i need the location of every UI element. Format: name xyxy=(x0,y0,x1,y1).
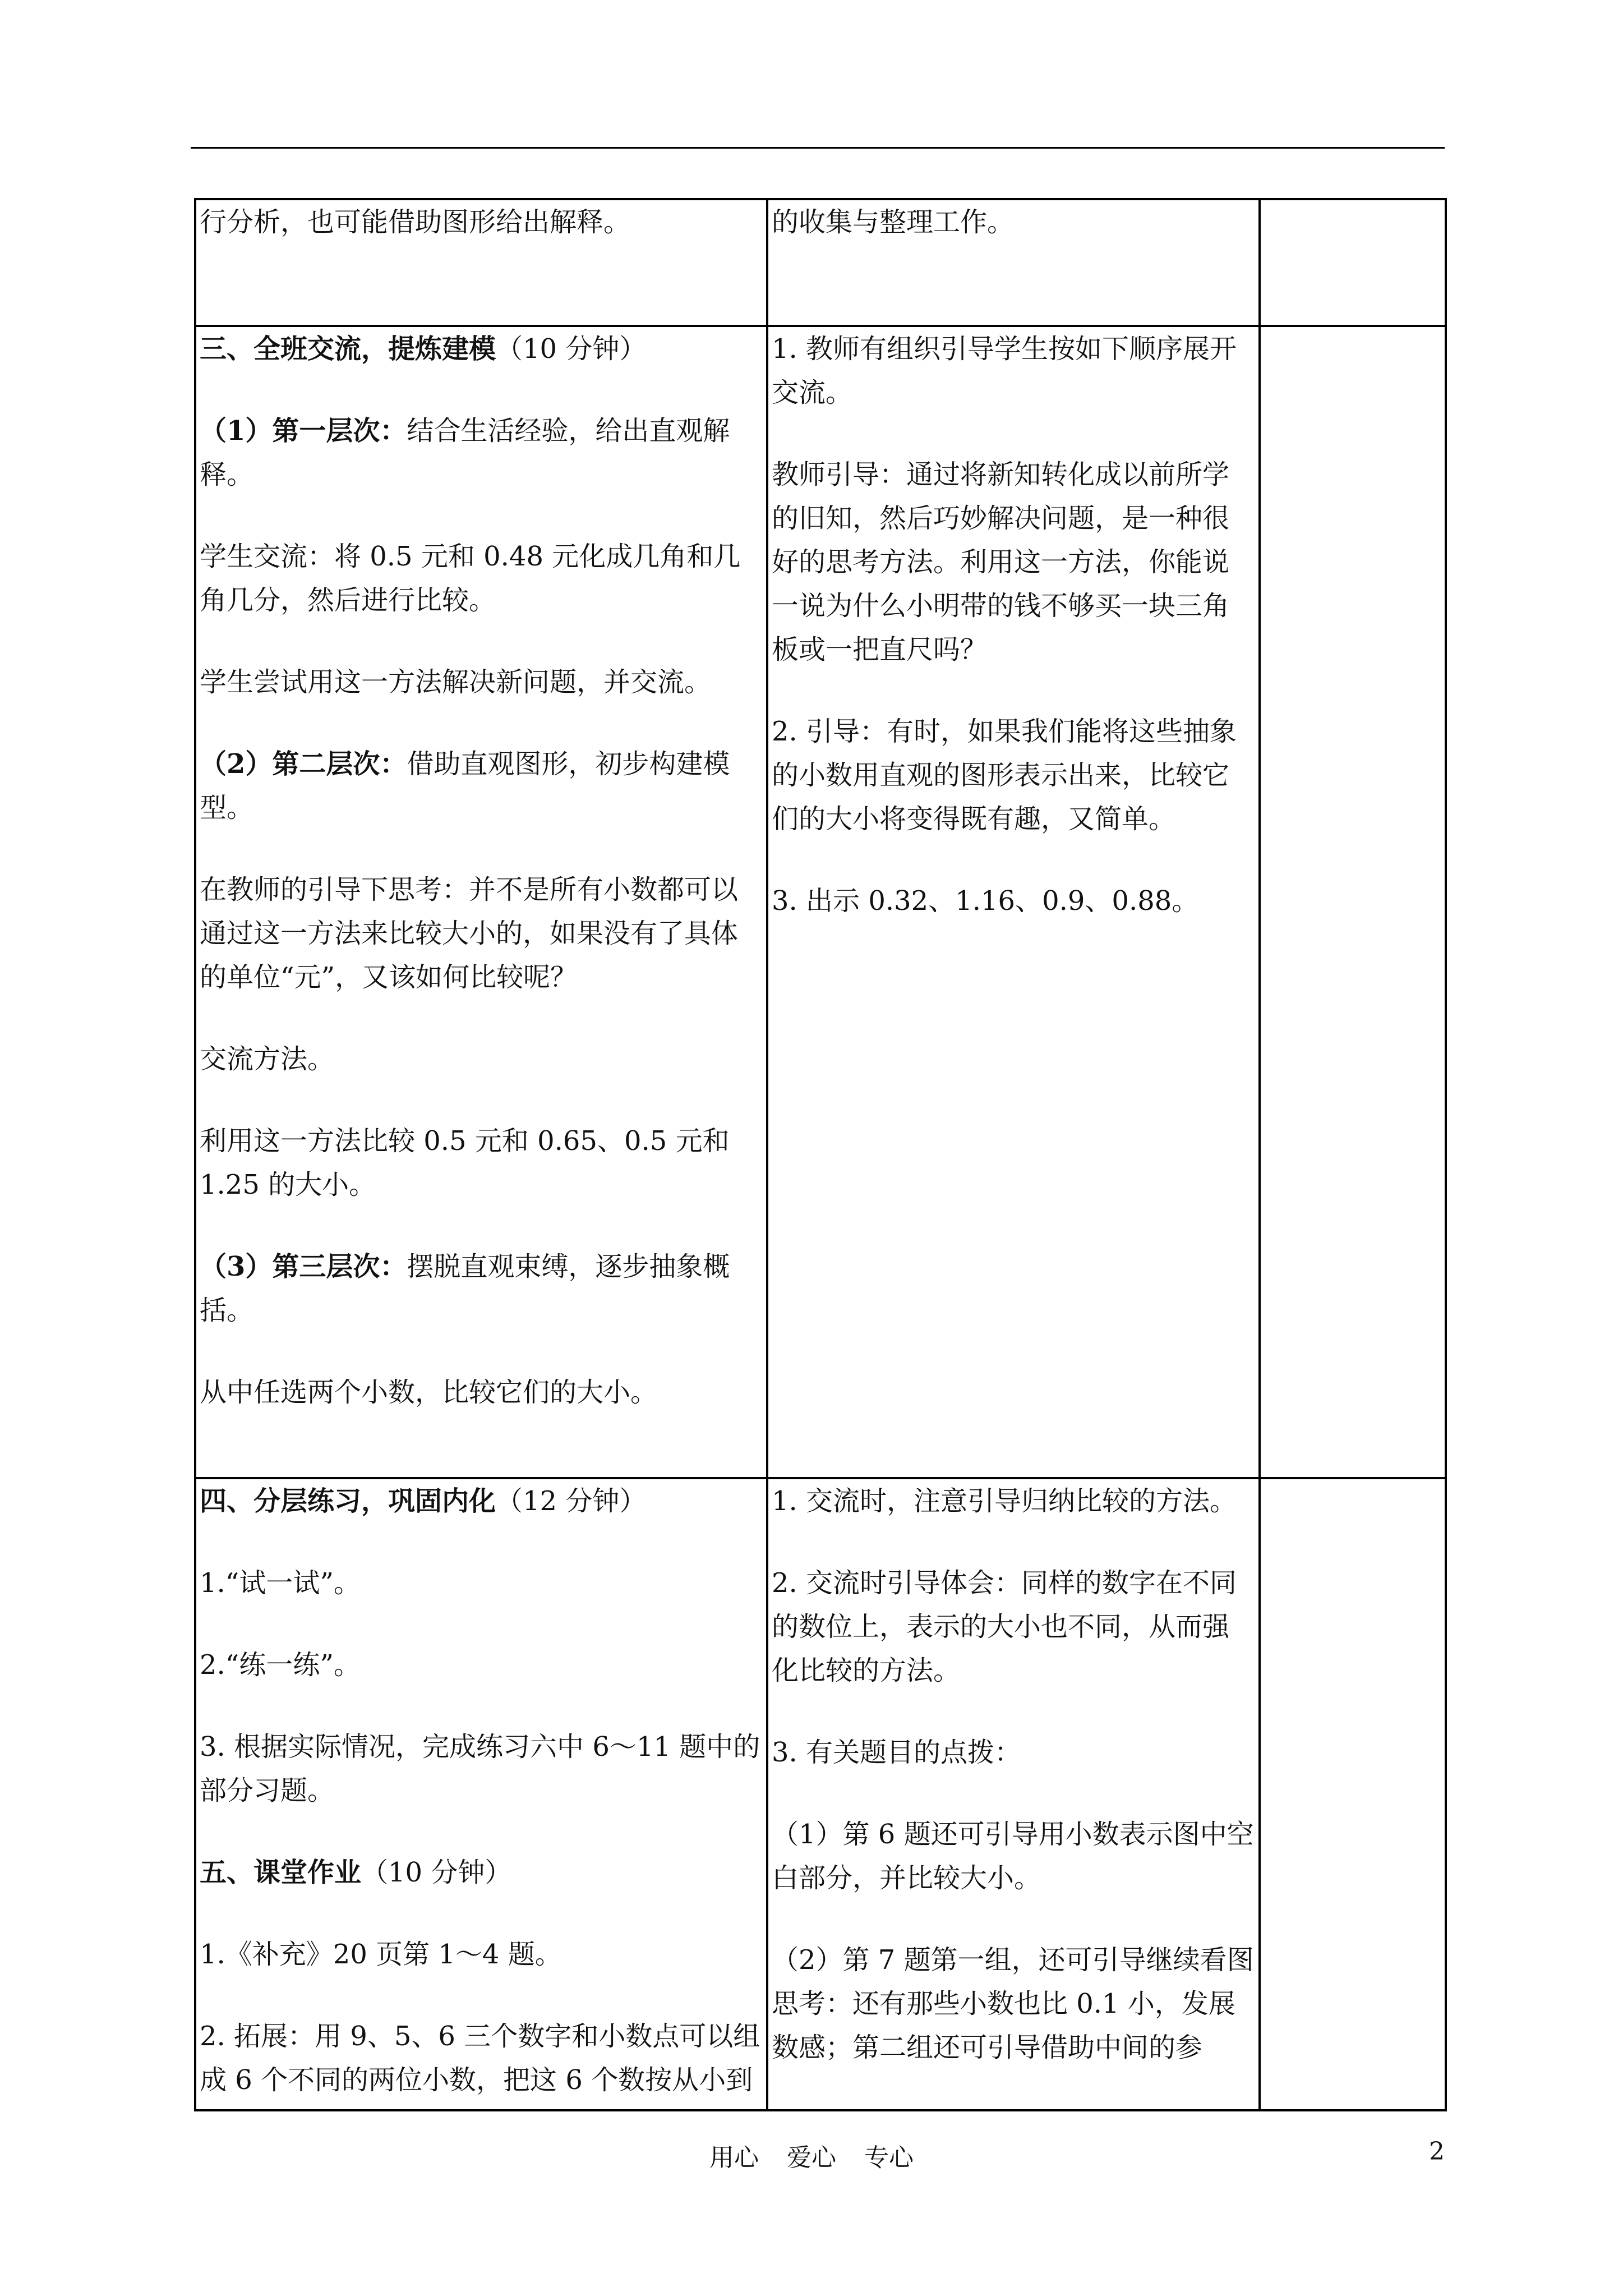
level-one xyxy=(200,409,763,496)
heading-duration: （10 分钟） xyxy=(361,1857,512,1888)
paragraph: （2）第 7 题第一组，还可引导继续看图思考：还有那些小数也比 0.1 小，发展数感；第二组还可引导借助中间的参 xyxy=(772,1944,1254,2063)
paragraph: 在教师的引导下思考：并不是所有小数都可以通过这一方法来比较大小的，如果没有了具体的单位“元”，又该如何比较呢？ xyxy=(200,874,739,993)
paragraph: （1）第 6 题还可引导用小数表示图中空白部分，并比较大小。 xyxy=(772,1819,1254,1894)
section-heading xyxy=(200,1851,763,1894)
level-text: 摆脱直观束缚，逐步抽象概括。 xyxy=(200,1251,730,1326)
level-label: （3）第三层次： xyxy=(200,1251,407,1282)
table-row xyxy=(195,326,1446,1478)
paragraph: 的收集与整理工作。 xyxy=(772,206,1015,238)
heading-bold: 五、课堂作业 xyxy=(200,1857,362,1888)
paragraph: 2.“练一练”。 xyxy=(200,1649,361,1681)
student-activity-cell xyxy=(195,1478,767,2110)
paragraph: 行分析，也可能借助图形给出解释。 xyxy=(200,206,631,238)
footer-word: 专心 xyxy=(864,2143,914,2172)
footer-word: 用心 xyxy=(709,2143,759,2172)
paragraph: 2. 拓展：用 9、5、6 三个数字和小数点可以组成 6 个不同的两位小数，把这 6 个数按从小到 xyxy=(200,2021,760,2096)
level-label: （1）第一层次： xyxy=(200,415,407,447)
paragraph: 3. 出示 0.32、1.16、0.9、0.88。 xyxy=(772,885,1199,917)
paragraph: 利用这一方法比较 0.5 元和 0.65、0.5 元和 1.25 的大小。 xyxy=(200,1125,730,1200)
page-number: 2 xyxy=(1429,2137,1445,2166)
page-footer xyxy=(0,2137,1623,2173)
section-heading xyxy=(200,1479,763,1523)
notes-cell xyxy=(1260,326,1446,1478)
heading-duration: （12 分钟） xyxy=(496,1485,647,1517)
teacher-activity-cell xyxy=(767,326,1260,1478)
table-row xyxy=(195,1478,1446,2110)
student-activity-cell xyxy=(195,326,767,1478)
lesson-plan-table xyxy=(194,198,1447,2111)
paragraph: 1. 交流时，注意引导归纳比较的方法。 xyxy=(772,1485,1237,1517)
paragraph: 3. 有关题目的点拨： xyxy=(772,1737,1022,1768)
notes-cell xyxy=(1260,1478,1446,2110)
paragraph: 1. 教师有组织引导学生按如下顺序展开交流。 xyxy=(772,333,1237,408)
level-label: （2）第二层次： xyxy=(200,748,407,780)
heading-bold: 四、分层练习，巩固内化 xyxy=(200,1485,496,1517)
heading-bold: 三、全班交流，提炼建模 xyxy=(200,333,496,365)
teacher-activity-cell xyxy=(767,1478,1260,2110)
paragraph: 2. 交流时引导体会：同样的数字在不同的数位上，表示的大小也不同，从而强化比较的方法。 xyxy=(772,1567,1237,1686)
paragraph: 教师引导：通过将新知转化成以前所学的旧知，然后巧妙解决问题，是一种很好的思考方法。利用这一方法，你能说一说为什么小明带的钱不够买一块三角板或一把直尺吗？ xyxy=(772,459,1230,665)
heading-duration: （10 分钟） xyxy=(496,333,647,365)
teacher-activity-cell xyxy=(767,199,1260,326)
paragraph: 学生交流：将 0.5 元和 0.48 元化成几角和几角几分，然后进行比较。 xyxy=(200,541,741,616)
section-heading xyxy=(200,327,763,371)
level-text: 结合生活经验，给出直观解释。 xyxy=(200,415,730,490)
paragraph: 从中任选两个小数，比较它们的大小。 xyxy=(200,1377,658,1408)
level-text: 借助直观图形，初步构建模型。 xyxy=(200,748,730,823)
paragraph: 交流方法。 xyxy=(200,1043,335,1075)
notes-cell xyxy=(1260,199,1446,326)
paragraph: 1.“试一试”。 xyxy=(200,1567,361,1599)
level-three xyxy=(200,1245,763,1332)
student-activity-cell xyxy=(195,199,767,326)
table-row xyxy=(195,199,1446,326)
paragraph: 1.《补充》20 页第 1～4 题。 xyxy=(200,1939,562,1970)
header-rule xyxy=(191,147,1445,149)
level-two xyxy=(200,742,763,830)
paragraph: 2. 引导：有时，如果我们能将这些抽象的小数用直观的图形表示出来，比较它们的大小将变得既有趣，又简单。 xyxy=(772,716,1237,835)
paragraph: 学生尝试用这一方法解决新问题，并交流。 xyxy=(200,666,712,698)
paragraph: 3. 根据实际情况，完成练习六中 6～11 题中的部分习题。 xyxy=(200,1731,760,1806)
footer-word: 爱心 xyxy=(787,2143,836,2172)
